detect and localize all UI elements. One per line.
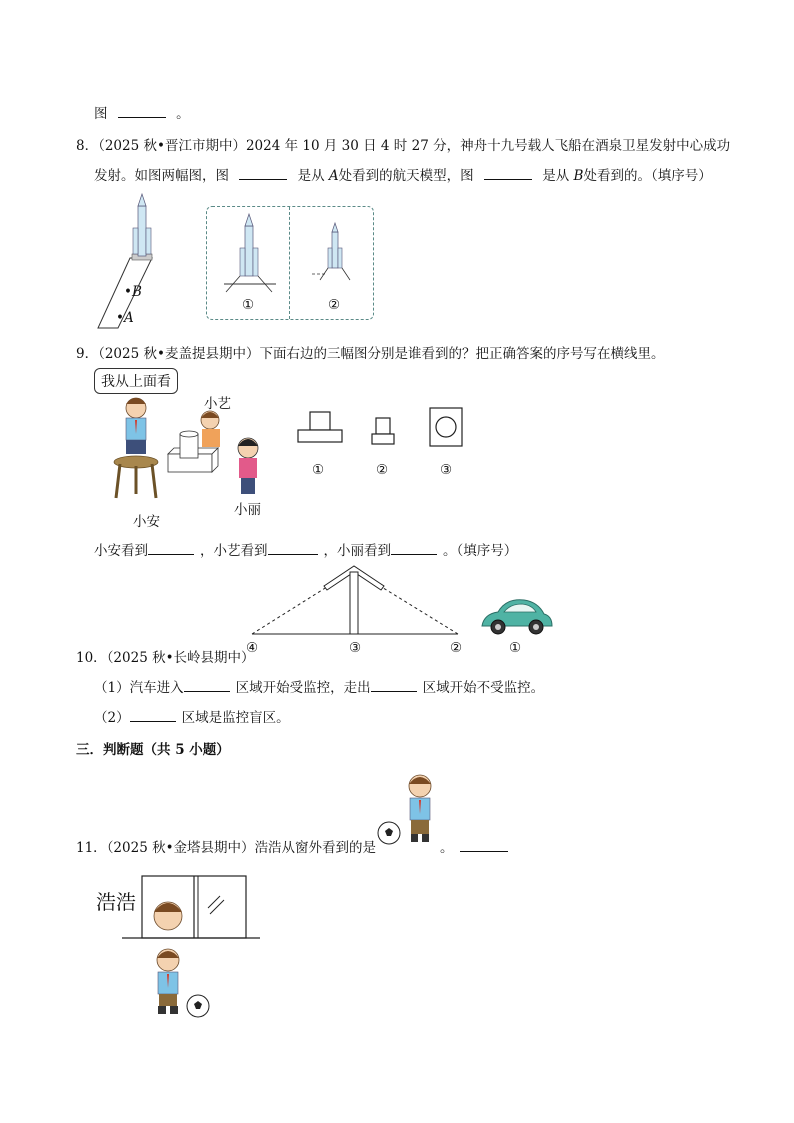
- zone-marker-4: ④: [246, 640, 259, 656]
- q8-line1: [76, 134, 730, 154]
- q8-text: 是从: [542, 168, 570, 184]
- viewing-scene-figure: [112, 394, 272, 510]
- q9-line: [76, 342, 664, 362]
- q10-sub1-text: 区域开始受监控，走出: [235, 680, 371, 696]
- boy-with-ball-icon: [374, 772, 444, 848]
- zone-marker-1: ①: [509, 640, 522, 656]
- q11-source: （2025 秋•金塔县期中）: [106, 840, 255, 856]
- q10-sub1: [94, 676, 544, 696]
- prev-question-tail: [94, 102, 190, 122]
- q11-line: [76, 836, 376, 856]
- section-title: 三．判断题（共 5 小题）: [76, 742, 230, 758]
- q10-line: [76, 646, 255, 666]
- q9-answer-text: ，小丽看到: [323, 543, 391, 559]
- q8-blank-a[interactable]: [239, 165, 287, 180]
- q9-answer-text: 。（填序号）: [443, 543, 518, 559]
- view-2-icon: [370, 416, 400, 448]
- answer-blank[interactable]: [118, 103, 166, 118]
- name-xiaoyi: 小艺: [204, 396, 231, 412]
- q9-source: （2025 秋•麦盖提县期中）: [98, 346, 260, 362]
- q9-answer-text: 小安看到: [94, 543, 148, 559]
- window-scene-figure: [120, 872, 265, 1022]
- q8-line2: [94, 164, 712, 184]
- bubble-text: 我从上面看: [101, 374, 171, 390]
- name-xiaoan: 小安: [133, 514, 160, 530]
- zone-marker-3: ③: [349, 640, 362, 656]
- speech-bubble: [94, 368, 178, 394]
- q10-sub2-text: 区域是监控盲区。: [181, 710, 290, 726]
- q9-answer-line: [94, 539, 517, 559]
- q10-sub1-text: 区域开始不受监控。: [422, 680, 545, 696]
- q9-number: 9．: [76, 346, 99, 362]
- q10-sub1-text: （1）汽车进入: [94, 680, 184, 696]
- q10-sub2: [94, 706, 290, 726]
- zone-marker-2: ②: [450, 640, 463, 656]
- point-b-label: B: [573, 168, 584, 184]
- box-divider: [289, 207, 290, 319]
- haohao-label: 浩浩: [96, 890, 136, 914]
- q8-source: （2025 秋•晋江市期中）: [98, 138, 246, 154]
- rocket-view-1-icon: [220, 212, 280, 292]
- q11-answer-blank[interactable]: [460, 837, 508, 852]
- q9-blank-xiaoyi[interactable]: [268, 540, 318, 555]
- q10-blank-enter[interactable]: [184, 677, 230, 692]
- q11-number: 11．: [76, 840, 107, 856]
- name-xiaoli: 小丽: [234, 502, 261, 518]
- q9-blank-xiaoli[interactable]: [391, 540, 437, 555]
- q11-end: [440, 836, 508, 856]
- q8-text: 处看到的航天模型，图: [338, 168, 474, 184]
- q10-blank-blind[interactable]: [130, 707, 176, 722]
- view-3-icon: [428, 406, 464, 448]
- q9-option-2-label: ②: [376, 462, 389, 478]
- q8-blank-b[interactable]: [484, 165, 532, 180]
- view-1-icon: [296, 410, 346, 450]
- q9-option-1-label: ①: [312, 462, 325, 478]
- q11-end-text: 。: [440, 840, 454, 856]
- q8-text: 处看到的。（填序号）: [583, 168, 712, 184]
- q8-option-2-label: ②: [328, 297, 341, 313]
- q8-option-1-label: ①: [242, 297, 255, 313]
- prev-text: 图: [94, 106, 108, 122]
- q8-text-line1: 2024 年 10 月 30 日 4 时 27 分，神舟十九号载人飞船在酒泉卫星发射中心成功: [245, 138, 731, 154]
- rocket-platform-figure: [94, 192, 174, 332]
- car-icon: [478, 596, 554, 638]
- q10-number: 10．: [76, 650, 107, 666]
- q10-blank-exit[interactable]: [371, 677, 417, 692]
- q8-text: 是从: [297, 168, 325, 184]
- q11-question: 浩浩从窗外看到的是: [254, 840, 377, 856]
- q10-source: （2025 秋•长岭县期中）: [106, 650, 255, 666]
- q8-number: 8．: [76, 138, 99, 154]
- point-a-label: A: [328, 168, 339, 184]
- q9-blank-xiaoan[interactable]: [148, 540, 194, 555]
- rocket-view-2-icon: [306, 222, 366, 282]
- fig-point-b: •B: [124, 284, 142, 300]
- q9-option-3-label: ③: [440, 462, 453, 478]
- prev-text-end: 。: [176, 106, 190, 122]
- q9-question: 下面右边的三幅图分别是谁看到的？把正确答案的序号写在横线里。: [259, 346, 665, 362]
- fig-point-a: •A: [116, 310, 134, 326]
- q10-sub2-text: （2）: [94, 710, 130, 726]
- q8-text: 发射。如图两幅图，图: [94, 168, 229, 184]
- q9-answer-text: ，小艺看到: [200, 543, 268, 559]
